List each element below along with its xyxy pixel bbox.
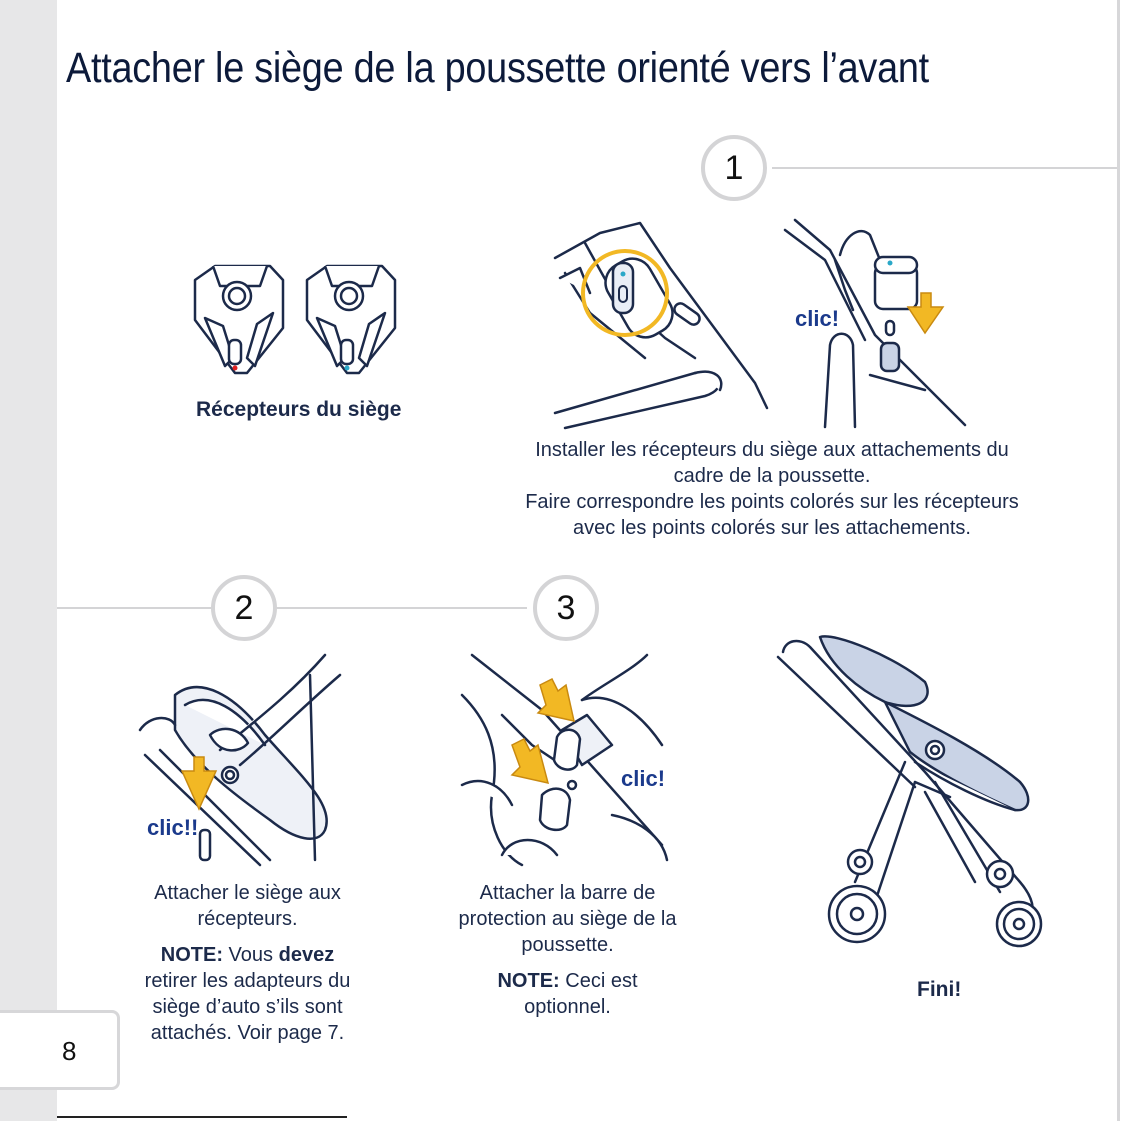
- step3-note-line1: [455, 968, 680, 994]
- step1-caption-line3: Faire correspondre les points colorés sur les récepteurs: [525, 491, 1019, 513]
- step2-caption-line2: récepteurs.: [197, 908, 298, 930]
- step1-caption-line2: cadre de la poussette.: [673, 465, 871, 487]
- step2-note-line2: retirer les adapteurs du: [144, 970, 351, 992]
- step1-caption: [522, 437, 1022, 541]
- frame-attachment-illustration: [555, 218, 770, 426]
- page-margin-strip: [0, 0, 57, 1121]
- page-title: Attacher le siège de la poussette orienté vers l’avant: [66, 44, 929, 92]
- step1-rule: [772, 167, 1117, 169]
- step1-number-badge: 1: [701, 135, 767, 201]
- step1-clic-label: clic!: [795, 306, 840, 331]
- step3-note-label: NOTE:: [497, 970, 560, 992]
- step3-caption-line2: protection au siège de la: [458, 908, 677, 930]
- step3-note-text1: Ceci est: [559, 970, 638, 992]
- step3-number-badge: 3: [533, 575, 599, 641]
- step3-caption-line1: Attacher la barre de: [479, 882, 656, 904]
- step2-number-badge: 2: [211, 575, 277, 641]
- step1-caption-line1: Installer les récepteurs du siège aux attachements du: [535, 439, 1009, 461]
- attach-bumper-bar-illustration: [462, 655, 672, 865]
- right-edge-rule: [1117, 0, 1120, 1121]
- bottom-edge-rule: [57, 1116, 347, 1118]
- receptors-label: Récepteurs du siège: [196, 398, 402, 421]
- step2-note-bold: devez: [278, 944, 335, 966]
- step2-clic-label: clic!!: [147, 815, 199, 840]
- finished-label: Fini!: [917, 978, 962, 1001]
- step2-note-line4: attachés. Voir page 7.: [150, 1022, 345, 1044]
- step3-clic-label: clic!: [621, 766, 666, 791]
- seat-receptors-illustration: [185, 258, 400, 383]
- step2-note-text1: Vous: [223, 944, 279, 966]
- assembled-stroller-illustration: [775, 632, 1050, 952]
- step2-caption: [135, 880, 360, 1046]
- step2-caption-line1: Attacher le siège aux: [154, 882, 341, 904]
- step1-caption-line4: avec les points colorés sur les attachements.: [573, 517, 971, 539]
- step3-caption-line3: poussette.: [521, 934, 614, 956]
- step3-note-line2: optionnel.: [524, 996, 611, 1018]
- step2-3-rule: [57, 607, 527, 609]
- page-number-tab: [0, 1010, 120, 1090]
- step3-caption: [455, 880, 680, 1020]
- page-number: 8: [62, 1036, 77, 1066]
- step2-note-label: NOTE:: [160, 944, 223, 966]
- step2-note-line3: siège d’auto s’ils sont: [152, 996, 343, 1018]
- step2-note-line1: [135, 942, 360, 968]
